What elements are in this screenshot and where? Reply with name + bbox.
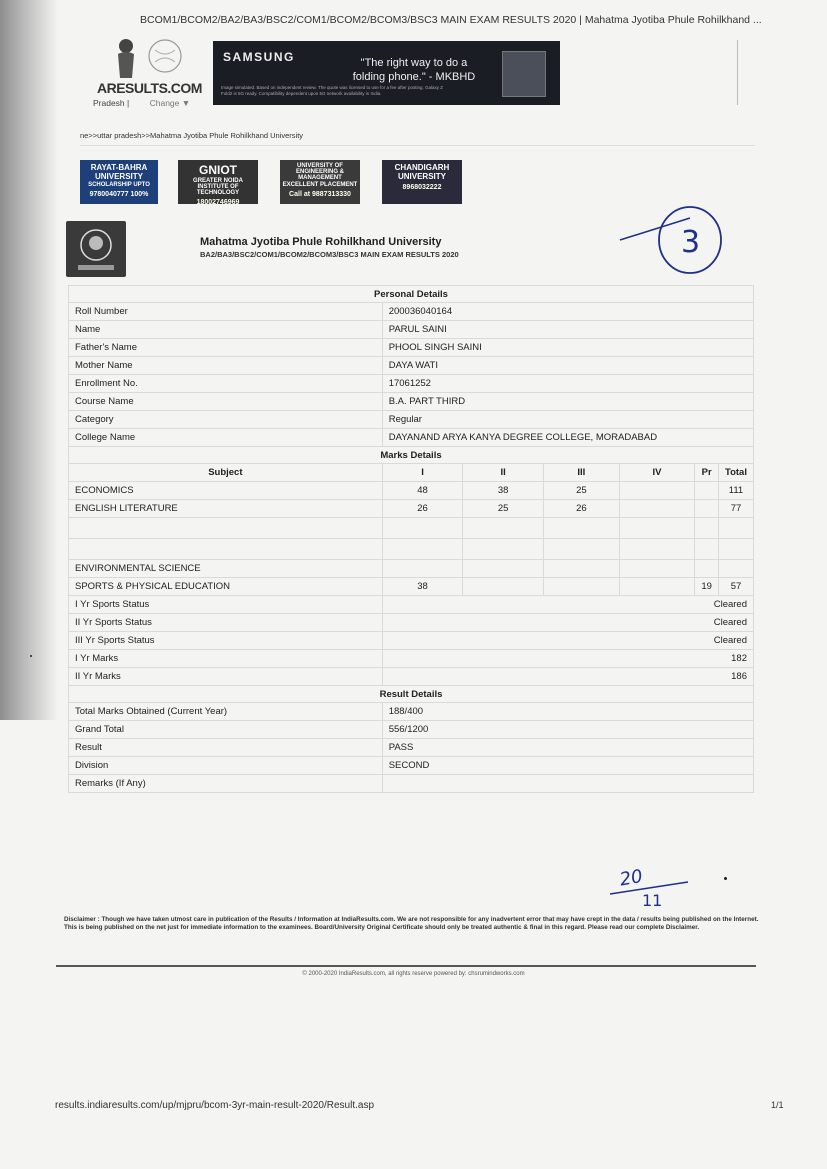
page-mark-number: 3: [681, 225, 701, 260]
division-value: SECOND: [382, 757, 753, 775]
name-value: PARUL SAINI: [382, 321, 753, 339]
marks-details-heading: Marks Details: [69, 447, 754, 464]
disclaimer-text: Disclaimer : Though we have taken utmost care in publication of the Results / Information at IndiaResults.com. We are not responsible for any inadvertent error that may have crept in the data / results being published on the Internet. This is being published on the net just for immediate information to the examinees. Board/University Original Certificate should only be treated authentic & final in this regard. Please read our complete Disclaimer.: [64, 916, 759, 931]
category-value: Regular: [382, 411, 753, 429]
summary-row: II Yr Sports Status Cleared: [69, 614, 754, 632]
college-ad-chandigarh[interactable]: CHANDIGARH UNIVERSITY 8968032222: [382, 160, 462, 204]
marks-row: [69, 539, 754, 560]
course-value: B.A. PART THIRD: [382, 393, 753, 411]
college-ads-row: [80, 160, 470, 206]
personal-row: Course Name B.A. PART THIRD: [69, 393, 754, 411]
result-table: [68, 285, 754, 793]
roll-number-value: 200036040164: [382, 303, 753, 321]
phone-image-icon: [502, 51, 546, 97]
personal-row: Roll Number 200036040164: [69, 303, 754, 321]
marks-row: ECONOMICS 48 38 25 111: [69, 482, 754, 500]
fraction-top: 20: [618, 865, 645, 891]
summary-row: I Yr Marks 182: [69, 650, 754, 668]
header-divider: [737, 40, 738, 105]
ad-tagline: "The right way to do a folding phone." - MKBHD: [352, 57, 476, 83]
ad-fine-print: Image simulated. Based on independent review. The quote was licensed to use for a fee after posting. Galaxy Z Fold2 is 5G ready. Compatibility dependent upon 5G network availability in India.: [221, 85, 444, 96]
remarks-value: [382, 775, 753, 793]
personal-details-heading: Personal Details: [69, 286, 754, 303]
globe-logo-icon: [147, 38, 183, 74]
total-marks-value: 188/400: [382, 703, 753, 721]
region-name: Pradesh: [93, 98, 125, 108]
handwritten-fraction: [600, 860, 700, 910]
marks-row: SPORTS & PHYSICAL EDUCATION 38 19 57: [69, 578, 754, 596]
mother-name-value: DAYA WATI: [382, 357, 753, 375]
grand-total-value: 556/1200: [382, 721, 753, 739]
scan-edge-shadow: [0, 0, 58, 720]
personal-row: Father's Name PHOOL SINGH SAINI: [69, 339, 754, 357]
marks-header-row: Subject I II III IV Pr Total: [69, 464, 754, 482]
result-details-heading: Result Details: [69, 686, 754, 703]
result-row: Total Marks Obtained (Current Year) 188/400: [69, 703, 754, 721]
copyright-text: © 2000-2020 IndiaResults.com, all rights reserve powered by: chsrumindworks.com: [302, 971, 525, 977]
fraction-bottom: 11: [642, 891, 663, 910]
result-row: Result PASS: [69, 739, 754, 757]
person-logo-icon: [115, 38, 137, 78]
summary-row: II Yr Marks 186: [69, 668, 754, 686]
personal-row: Category Regular: [69, 411, 754, 429]
summary-row: III Yr Sports Status Cleared: [69, 632, 754, 650]
personal-row: Enrollment No. 17061252: [69, 375, 754, 393]
personal-row: Name PARUL SAINI: [69, 321, 754, 339]
ink-dot: [30, 655, 32, 657]
marks-row: ENGLISH LITERATURE 26 25 26 77: [69, 500, 754, 518]
ink-dot: [724, 877, 727, 880]
college-ad-uem[interactable]: UNIVERSITY OF ENGINEERING & MANAGEMENT EXCELLENT PLACEMENT Call at 9887313330: [280, 160, 360, 204]
result-row: Division SECOND: [69, 757, 754, 775]
result-row: Remarks (If Any): [69, 775, 754, 793]
marks-row: [69, 518, 754, 539]
university-emblem-icon: [66, 221, 126, 277]
handwritten-page-mark: [615, 200, 725, 280]
print-page-number: 1/1: [771, 1100, 784, 1110]
college-ad-gniot[interactable]: GNIOT GREATER NOIDA INSTITUTE OF TECHNOLOGY 18002746969: [178, 160, 258, 204]
print-footer-url: results.indiaresults.com/up/mjpru/bcom-3yr-main-result-2020/Result.asp: [55, 1100, 375, 1111]
personal-row: College Name DAYANAND ARYA KANYA DEGREE COLLEGE, MORADABAD: [69, 429, 754, 447]
breadcrumb[interactable]: ne>>uttar pradesh>>Mahatma Jyotiba Phule Rohilkhand University: [80, 131, 304, 140]
result-row: Grand Total 556/1200: [69, 721, 754, 739]
site-logo[interactable]: [85, 38, 202, 110]
personal-row: Mother Name DAYA WATI: [69, 357, 754, 375]
samsung-banner-ad[interactable]: [213, 41, 560, 105]
result-value: PASS: [382, 739, 753, 757]
marks-row: ENVIRONMENTAL SCIENCE: [69, 560, 754, 578]
region-selector[interactable]: Pradesh | Change ▼: [93, 98, 191, 108]
college-value: DAYANAND ARYA KANYA DEGREE COLLEGE, MORADABAD: [382, 429, 753, 447]
print-header-title: BCOM1/BCOM2/BA2/BA3/BSC2/COM1/BCOM2/BCOM3/BSC3 MAIN EXAM RESULTS 2020 | Mahatma Jyotiba Phule Rohilkhand ...: [140, 14, 762, 26]
footer-divider: [56, 965, 756, 967]
exam-title: BA2/BA3/BSC2/COM1/BCOM2/BCOM3/BSC3 MAIN EXAM RESULTS 2020: [200, 250, 459, 259]
ad-brand: SAMSUNG: [223, 50, 295, 64]
university-name: Mahatma Jyotiba Phule Rohilkhand University: [200, 236, 442, 248]
father-name-value: PHOOL SINGH SAINI: [382, 339, 753, 357]
enrollment-value: 17061252: [382, 375, 753, 393]
site-logo-text: ARESULTS.COM: [97, 80, 202, 96]
summary-row: I Yr Sports Status Cleared: [69, 596, 754, 614]
breadcrumb-divider: [80, 145, 755, 146]
college-ad-rayat-bahra[interactable]: RAYAT-BAHRA UNIVERSITY SCHOLARSHIP UPTO 9780040777 100%: [80, 160, 158, 204]
change-region-link[interactable]: Change ▼: [149, 98, 191, 108]
